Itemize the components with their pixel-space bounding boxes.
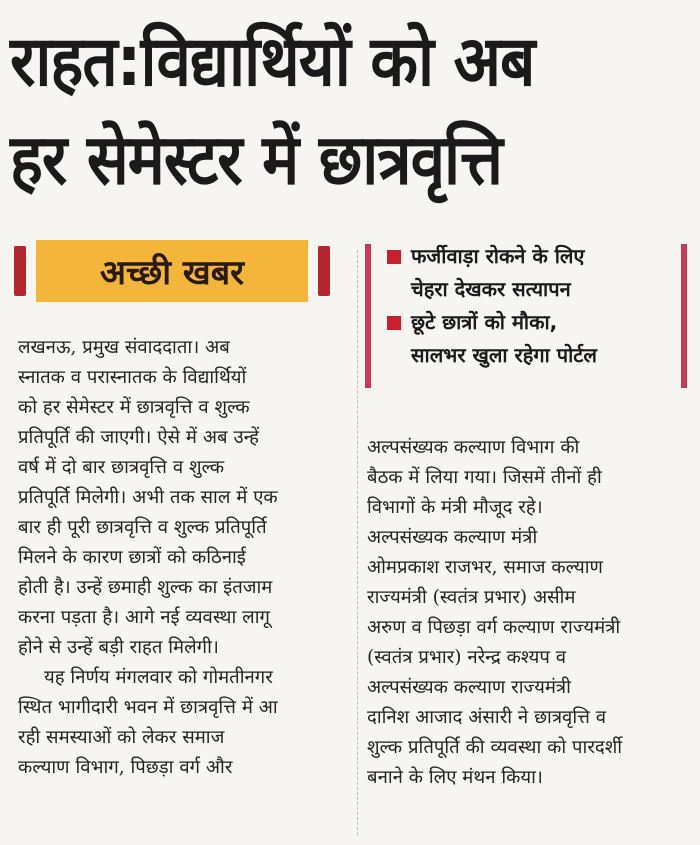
kicker-bar-left	[14, 246, 26, 296]
headline-line-1: राहत:विद्यार्थियों को अब	[10, 19, 535, 102]
square-bullet-icon	[387, 250, 401, 264]
text-line: होती है। उन्हें छमाही शुल्क का इंतजाम	[18, 577, 273, 598]
text-line: यह निर्णय मंगलवार को गोमतीनगर	[44, 667, 273, 688]
text-line: अल्पसंख्यक कल्याण विभाग की	[367, 437, 580, 458]
highlight-text: छूटे छात्रों को मौका,	[411, 310, 558, 334]
text-line: प्रतिपूर्ति मिलेगी। अभी तक साल में एक	[18, 487, 278, 508]
text-line: को हर सेमेस्टर में छात्रवृत्ति व शुल्क	[18, 397, 250, 418]
text-line: बार ही पूरी छात्रवृत्ति व शुल्क प्रतिपूर्ति	[18, 517, 267, 538]
square-bullet-icon	[387, 316, 401, 330]
text-line: विभागों के मंत्री मौजूद रहे।	[367, 497, 543, 518]
article-paragraph	[367, 433, 687, 793]
headline-line-2: हर सेमेस्टर में छात्रवृत्ति	[10, 118, 502, 201]
highlight-text: सालभर खुला रहेगा पोर्टल	[411, 343, 597, 367]
text-line: करना पड़ता है। आगे नई व्यवस्था लागू	[18, 607, 270, 628]
highlight-text: फर्जीवाड़ा रोकने के लिए	[411, 244, 585, 268]
text-line: अरुण व पिछड़ा वर्ग कल्याण राज्यमंत्री	[367, 617, 621, 638]
highlights-bar-right	[681, 244, 687, 388]
highlight-item	[387, 306, 675, 372]
highlight-text: चेहरा देखकर सत्यापन	[411, 277, 571, 301]
text-line: स्नातक व परास्नातक के विद्यार्थियों	[18, 367, 247, 388]
text-line: शुल्क प्रतिपूर्ति की व्यवस्था को पारदर्शी	[367, 737, 623, 758]
kicker-bar-right	[318, 246, 330, 296]
column-divider	[357, 250, 358, 835]
highlight-item	[387, 240, 675, 306]
text-line: मिलने के कारण छात्रों को कठिनाई	[18, 547, 246, 568]
text-line: होने से उन्हें बड़ी राहत मिलेगी।	[18, 637, 219, 658]
text-line: ओमप्रकाश राजभर, समाज कल्याण	[367, 557, 603, 578]
text-line: अल्पसंख्यक कल्याण राज्यमंत्री	[367, 677, 571, 698]
text-line: लखनऊ, प्रमुख संवाददाता। अब	[18, 337, 230, 358]
article-column-right	[367, 433, 687, 793]
kicker-badge	[14, 240, 330, 302]
article-column-left	[18, 333, 348, 783]
text-line: (स्वतंत्र प्रभार) नरेन्द्र कश्यप व	[367, 647, 567, 668]
headline	[10, 12, 690, 209]
text-line: स्थित भागीदारी भवन में छात्रवृत्ति में आ	[18, 697, 278, 718]
text-line: वर्ष में दो बार छात्रवृत्ति व शुल्क	[18, 457, 225, 478]
text-line: अल्पसंख्यक कल्याण मंत्री	[367, 527, 538, 548]
article-paragraph	[18, 333, 348, 663]
text-line: बनाने के लिए मंथन किया।	[367, 767, 543, 788]
highlights-bar-left	[365, 244, 371, 388]
text-line: कल्याण विभाग, पिछड़ा वर्ग और	[18, 757, 233, 778]
text-line: प्रतिपूर्ति की जाएगी। ऐसे में अब उन्हें	[18, 427, 259, 448]
text-line: रही समस्याओं को लेकर समाज	[18, 727, 225, 748]
highlights-list	[365, 240, 687, 372]
text-line: राज्यमंत्री (स्वतंत्र प्रभार) असीम	[367, 587, 576, 608]
kicker-label: अच्छी खबर	[36, 240, 308, 302]
article-paragraph	[18, 663, 348, 783]
text-line: दानिश आजाद अंसारी ने छात्रवृत्ति व	[367, 707, 607, 728]
highlights-box	[365, 240, 687, 388]
text-line: बैठक में लिया गया। जिसमें तीनों ही	[367, 467, 602, 488]
